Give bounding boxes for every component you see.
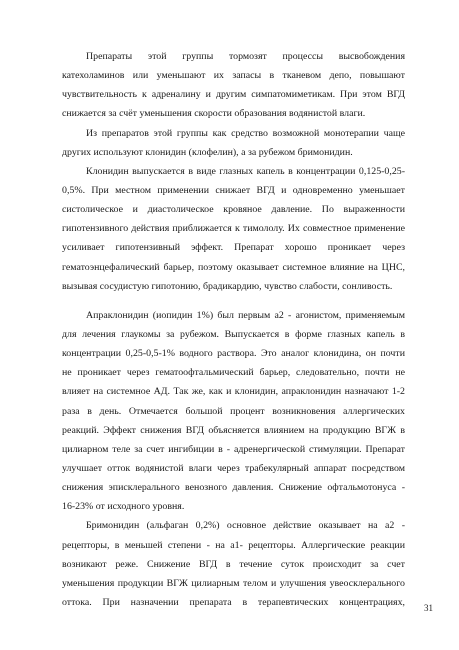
- text-line: Препараты этой группы тормозят процессы высвобождения: [86, 51, 405, 62]
- text-line: Клонидин выпускается в виде глазных капель в концентрации 0,125-0,25-: [86, 165, 405, 177]
- page-number: 31: [424, 603, 433, 613]
- text-line: 16-23% от исходного уровня.: [62, 501, 185, 513]
- text-line: реакций. Эффект снижения ВГД объясняется влиянием на продукцию ВГЖ в: [62, 424, 405, 436]
- text-line: Апраклонидин (иопидин 1%) был первым а2 - агонистом, применяемым: [86, 309, 405, 321]
- text-line: рецепторы, в меньшей степени - на а1- рецепторы. Аллергические реакции: [62, 539, 405, 551]
- text-line: чувствительность к адреналину и другим симпатомиметикам. При этом ВГД: [62, 89, 405, 101]
- text-line: снижения эписклерального венозного давления. Снижение офтальмотонуса -: [62, 482, 405, 494]
- text-line: влияет на системное АД. Так же, как и клонидин, апраклонидин назначают 1-2: [62, 386, 405, 398]
- text-line: улучшает отток водянистой влаги через трабекулярный аппарат посредством: [62, 462, 405, 474]
- text-line: возникают реже. Снижение ВГД в течение суток происходит за счет: [62, 558, 405, 570]
- text-line: оттока. При назначении препарата в терапевтических концентрациях,: [62, 596, 405, 608]
- text-line: Из препаратов этой группы как средство возможной монотерапии чаще: [86, 127, 405, 139]
- text-line: 0,5%. При местном применении снижает ВГД и одновременно уменьшает: [62, 184, 405, 196]
- text-line: усиливает гипотензивный эффект. Препарат хорошо проникает через: [62, 242, 405, 254]
- text-line: гематоэнцефалический барьер, поэтому оказывает системное влияние на ЦНС,: [62, 261, 405, 273]
- text-line: систолическое и диастолическое кровяное давление. По выраженности: [62, 204, 405, 216]
- text-line: катехоламинов или уменьшают их запасы в тканевом депо, повышают: [62, 70, 405, 82]
- text-line: уменьшения продукции ВГЖ цилиарным телом и улучшения увеосклерального: [62, 577, 405, 589]
- paragraph-gap: [62, 296, 405, 306]
- text-line: раза в день. Отмечается большой процент возникновения аллергических: [62, 405, 405, 417]
- text-line: гипотензивного действия приближается к тимололу. Их совместное применение: [62, 223, 405, 235]
- text-line: Бримонидин (альфаган 0,2%) основное действие оказывает на а2 -: [86, 520, 405, 532]
- text-line: других используют клонидин (клофелин), а за рубежом бримонидин.: [62, 146, 353, 158]
- text-line: концентрации 0,25-0,5-1% водного раствора. Это аналог клонидина, он почти: [62, 348, 405, 360]
- text-line: снижается за счёт уменьшения скорости образования водянистой влаги.: [62, 108, 366, 120]
- text-line: вызывая сосудистую гипотонию, брадикардию, чувство слабости, сонливость.: [62, 280, 393, 292]
- text-line: для лечения глаукомы за рубежом. Выпускается в форме глазных капель в: [62, 328, 405, 340]
- body-text: [62, 47, 405, 612]
- text-line: не проникает через гематоофтальмический барьер, следовательно, почти не: [62, 367, 405, 379]
- text-line: цилиарном теле за счет ингибиции в - адренергической стимуляции. Препарат: [62, 443, 405, 455]
